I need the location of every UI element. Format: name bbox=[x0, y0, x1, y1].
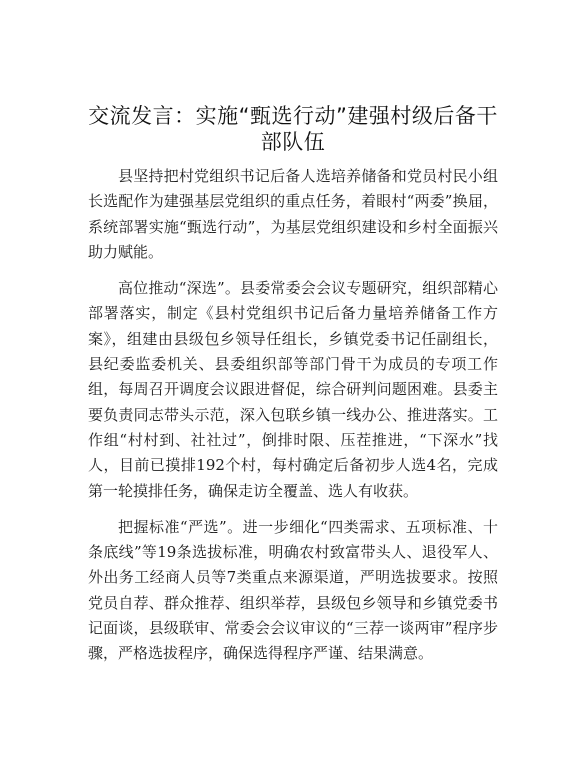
document-body bbox=[88, 164, 498, 678]
document-title: 交流发言：实施“甄选行动”建强村级后备干部队伍 bbox=[88, 104, 498, 154]
paragraph-strict-selection: 把握标准“严选”。进一步细化“四类需求、五项标准、十条底线”等19条选拔标准，明确农村致富带头人、退役军人、外出务工经商人员等7类重点来源渠道，严明选拔要求。按照党员自荐、群众推荐、组织举荐，县级包乡领导和乡镇党委书记面谈，县级联审、常委会会议审议的“三荐一谈两审”程序步骤，严格选拔程序，确保选得程序严谨、结果满意。 bbox=[88, 517, 498, 663]
paragraph-intro: 县坚持把村党组织书记后备人选培养储备和党员村民小组长选配作为建强基层党组织的重点任务，着眼村“两委”换届，系统部署实施“甄选行动”，为基层党组织建设和乡村全面振兴助力赋能。 bbox=[88, 167, 498, 261]
paragraph-deep-selection: 高位推动“深选”。县委常委会会议专题研究，组织部精心部署落实，制定《县村党组织书记后备力量培养储备工作方案》，组建由县级包乡领导任组长，乡镇党委书记任副组长，县纪委监委机关、县委组织部等部门骨干为成员的专项工作组，每周召开调度会议跟进督促，综合研判问题困难。县委主要负责同志带头示范，深入包联乡镇一线办公、推进落实。工作组“村村到、社社过”，倒排时限、压茬推进，“下深水”找人，目前已摸排192个村，每村确定后备初步人选4名，完成第一轮摸排任务，确保走访全覆盖、选人有收获。 bbox=[88, 279, 498, 500]
